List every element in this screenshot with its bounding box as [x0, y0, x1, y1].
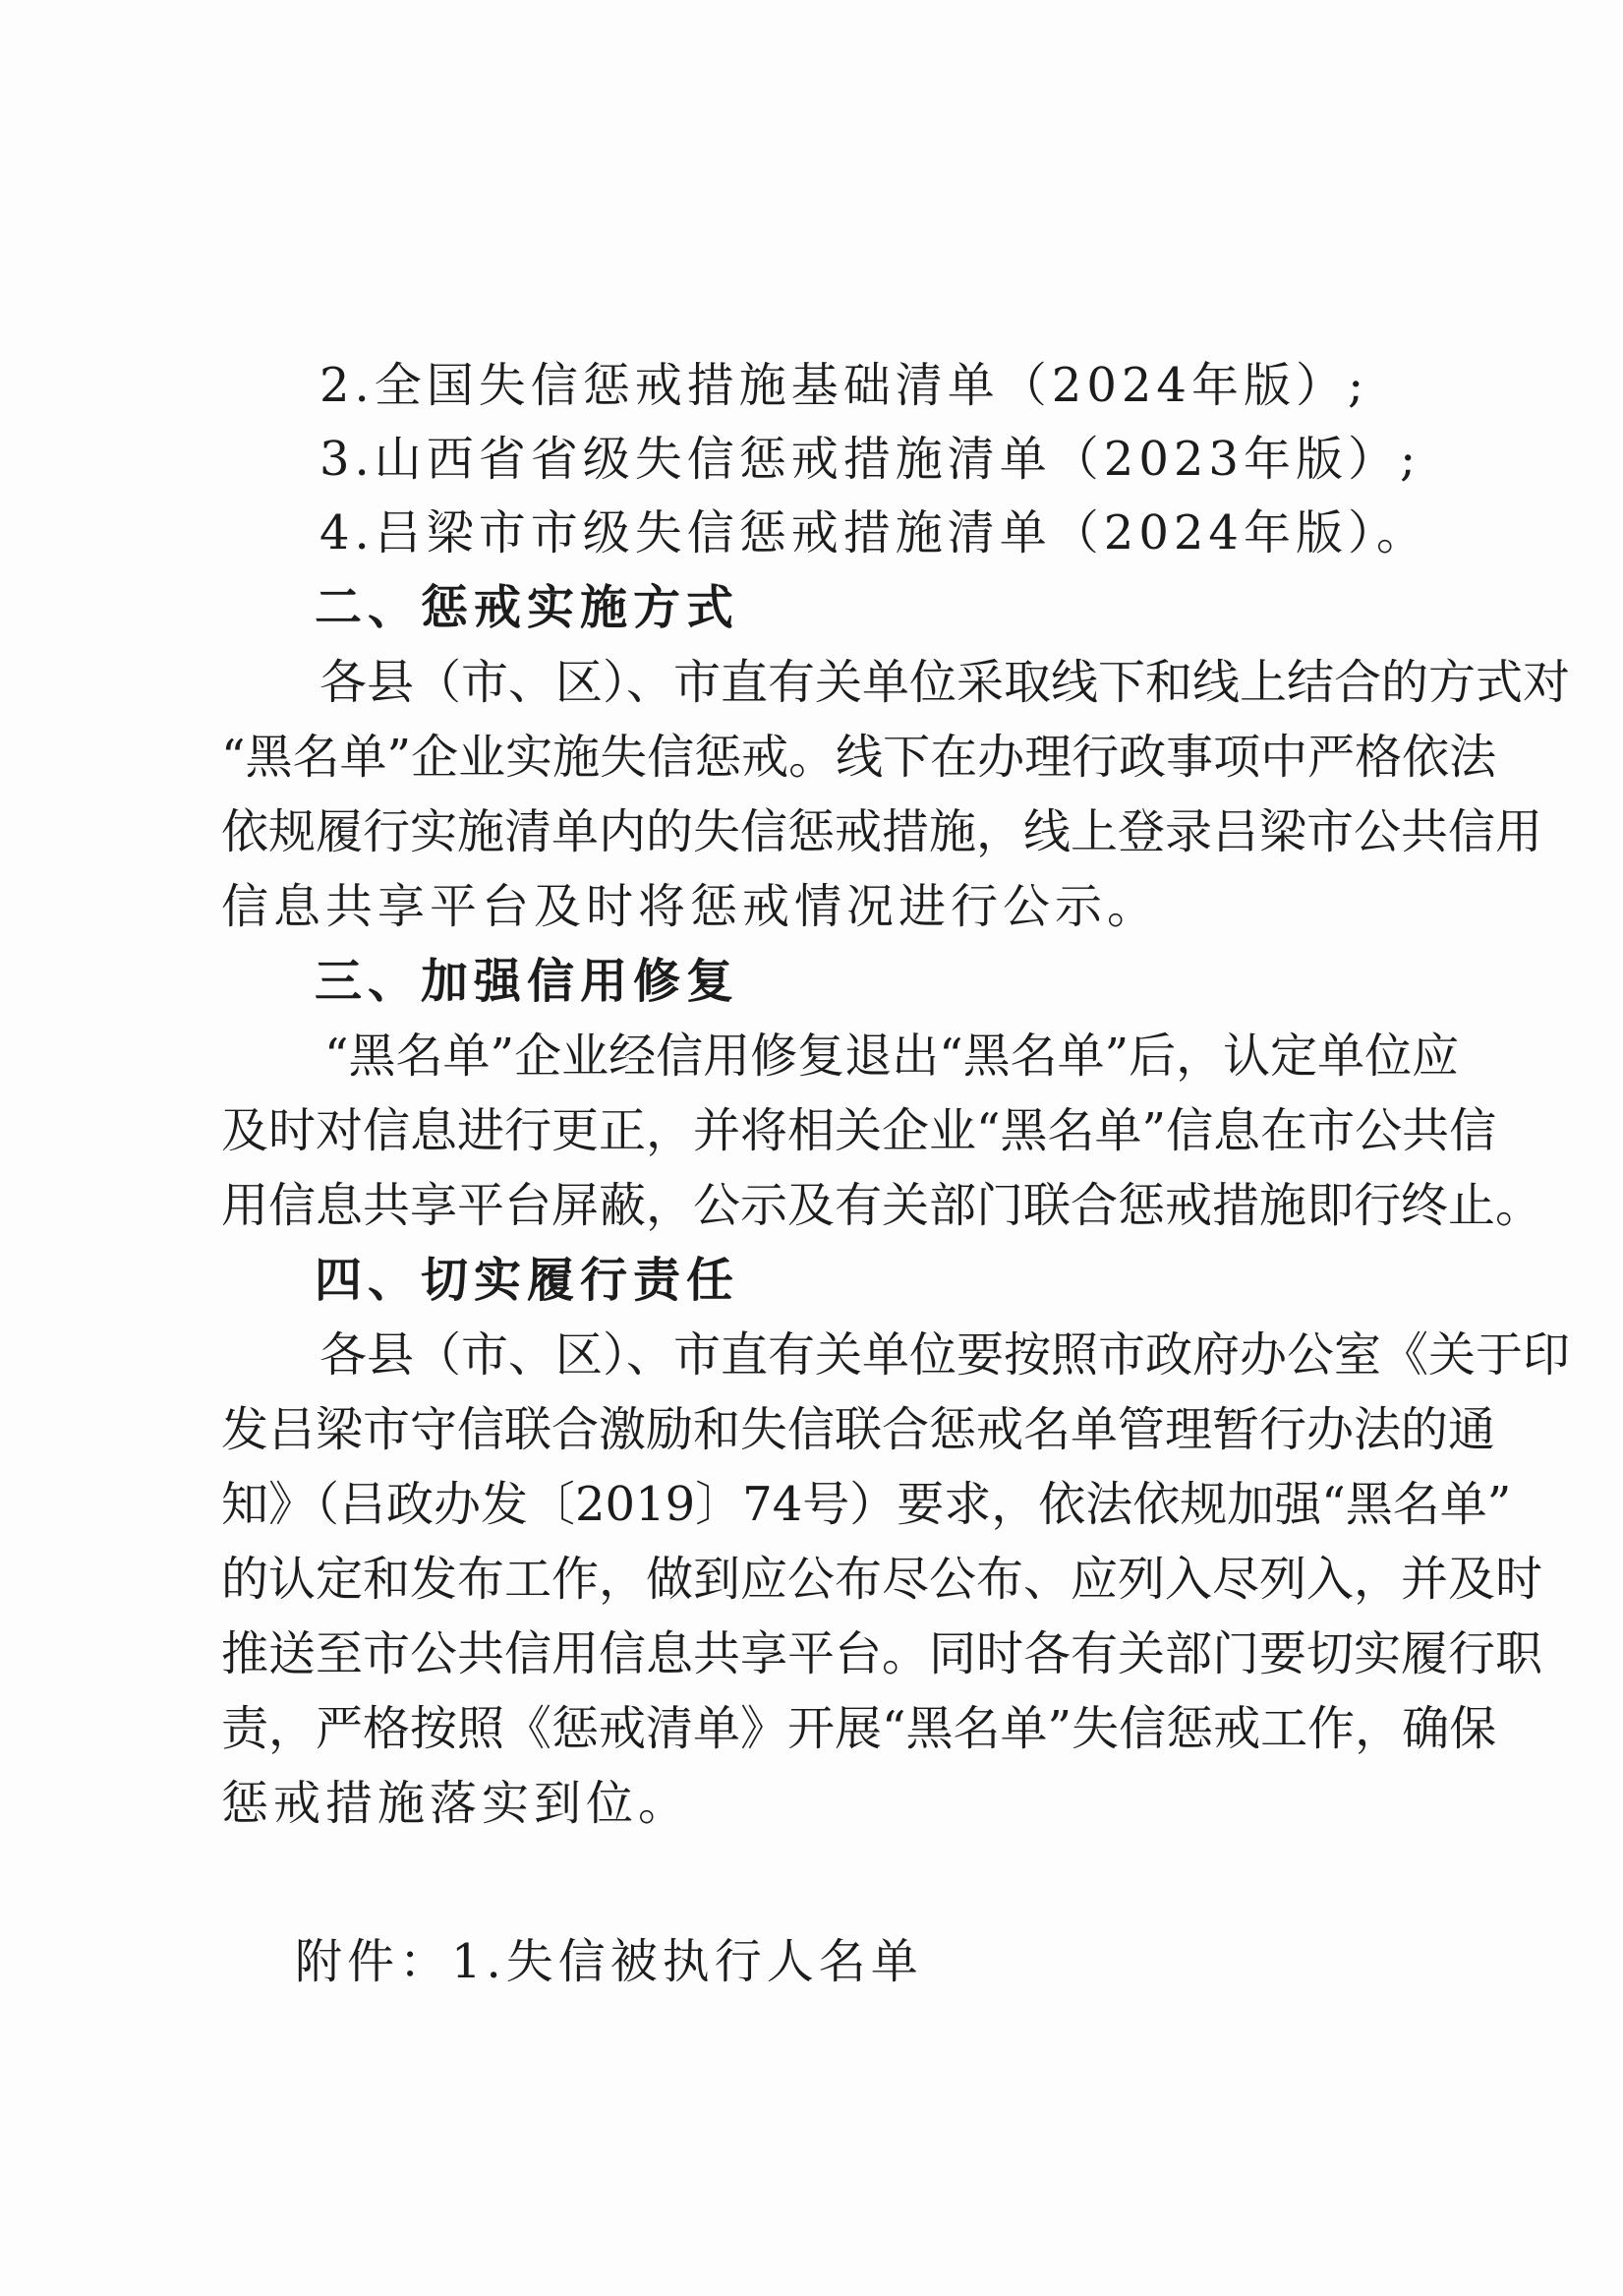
paragraph-line: 及时对信息进行更正，并将相关企业“黑名单”信息在市公共信	[221, 1103, 1497, 1158]
list-item-4: 4.吕梁市市级失信惩戒措施清单（2024年版）。	[319, 505, 1428, 560]
paragraph-line: 各县（市、区）、市直有关单位要按照市政府办公室《关于印	[319, 1327, 1571, 1383]
paragraph-line: 推送至市公共信用信息共享平台。同时各有关部门要切实履行职	[221, 1626, 1543, 1681]
section-heading-4: 四、切实履行责任	[315, 1253, 740, 1308]
attachment-line: 附件：1.失信被执行人名单	[295, 1934, 923, 1989]
paragraph-line: 依规履行实施清单内的失信惩戒措施，线上登录吕梁市公共信用	[221, 804, 1543, 859]
list-item-3: 3.山西省省级失信惩戒措施清单（2023年版）;	[319, 432, 1421, 487]
section-heading-3: 三、加强信用修复	[315, 954, 740, 1009]
paragraph-line: “黑名单”企业经信用修复退出“黑名单”后，认定单位应	[324, 1029, 1460, 1084]
paragraph-line: 信息共享平台及时将惩戒情况进行公示。	[221, 879, 1160, 934]
list-item-2: 2.全国失信惩戒措施基础清单（2024年版）;	[319, 358, 1369, 413]
paragraph-line: 的认定和发布工作，做到应公布尽公布、应列入尽列入，并及时	[221, 1552, 1543, 1607]
section-heading-2: 二、惩戒实施方式	[315, 580, 740, 635]
paragraph-line: 知》（吕政办发〔2019〕74号）要求，依法依规加强“黑名单”	[221, 1477, 1512, 1532]
paragraph-line: “黑名单”企业实施失信惩戒。线下在办理行政事项中严格依法	[221, 730, 1497, 785]
paragraph-line: 责，严格按照《惩戒清单》开展“黑名单”失信惩戒工作，确保	[221, 1701, 1497, 1756]
paragraph-line: 各县（市、区）、市直有关单位采取线下和线上结合的方式对	[319, 655, 1571, 710]
paragraph-line: 用信息共享平台屏蔽，公示及有关部门联合惩戒措施即行终止。	[221, 1178, 1543, 1233]
paragraph-line: 发吕梁市守信联合激励和失信联合惩戒名单管理暂行办法的通	[221, 1402, 1496, 1457]
paragraph-line: 惩戒措施落实到位。	[221, 1776, 691, 1831]
